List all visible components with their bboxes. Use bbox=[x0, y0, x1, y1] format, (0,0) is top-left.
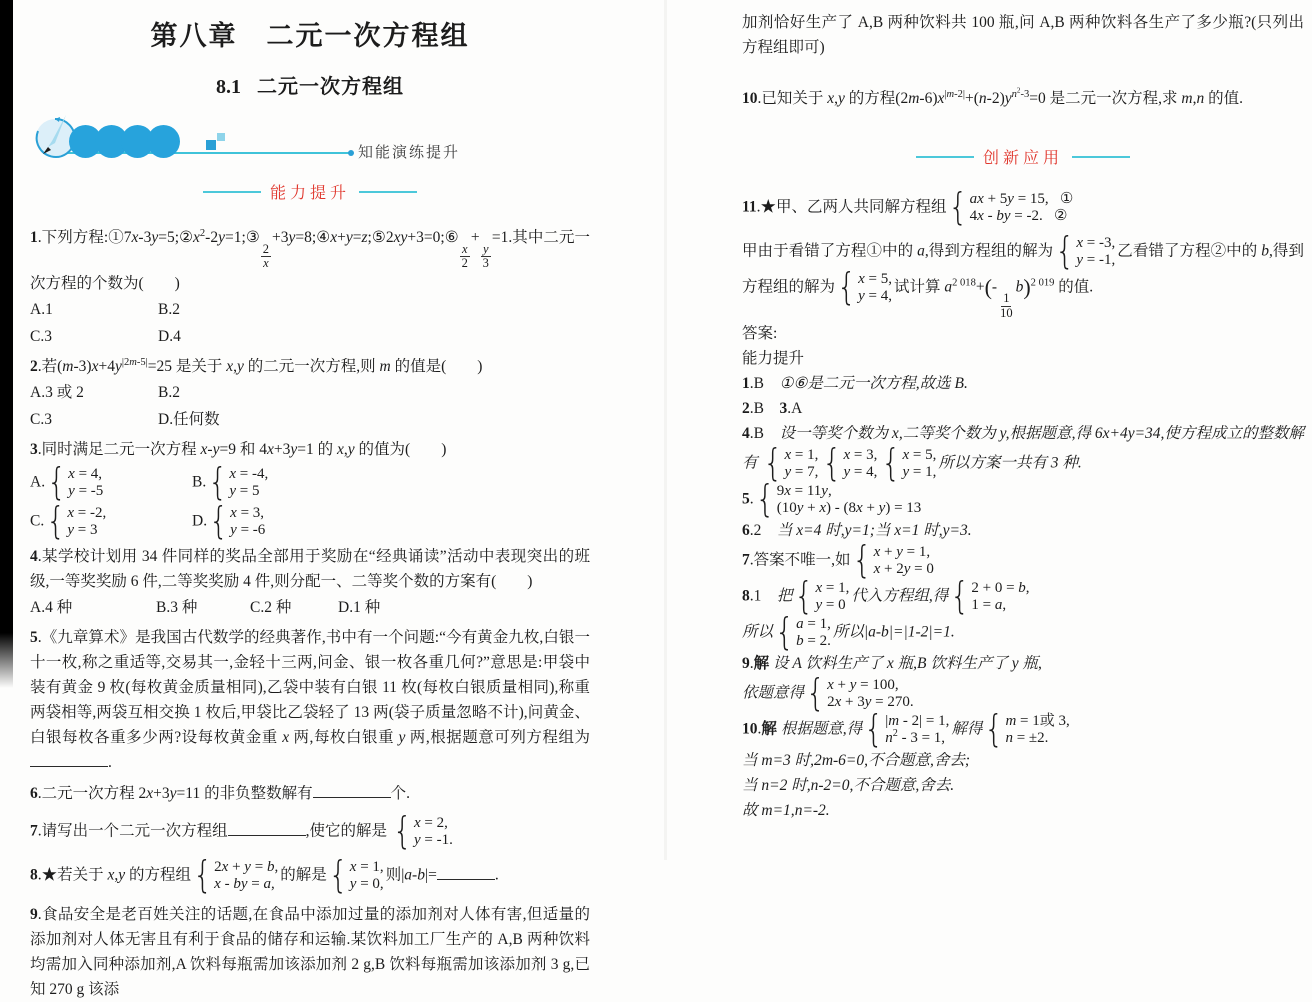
option-d: D.1 种 bbox=[338, 599, 381, 617]
option-b: B.2 bbox=[158, 301, 180, 319]
section-number: 8.1 bbox=[216, 76, 241, 98]
header-rule-right bbox=[359, 191, 417, 193]
question-9-continued: 加剂恰好生产了 A,B 两种饮料共 100 瓶,问 A,B 两种饮料各生产了多少瓶?(只列出方程组即可) bbox=[742, 14, 1304, 56]
answer-10-line-1: 10.解 根据题意,得 { |m - 2| = 1, $n^2 - 3 = 1$, 解得 { m = 1或 3, n = ±2. bbox=[742, 707, 1070, 751]
question-10: 10.已知关于 x,y 的方程$(2m-6)x^{|m-2|}+(n-2)y^{n^2-3}=0$ 是二元一次方程,求 m,n 的值. bbox=[742, 86, 1243, 107]
answers-subheader: 能力提升 bbox=[742, 349, 805, 367]
answer-8-line-1: 8.1 把 { x = 1, y = 0 代入方程组,得 { 2 + 0 = b, 1 = a, bbox=[742, 574, 1030, 618]
question-2-options-row-2 bbox=[30, 407, 590, 433]
option-a: A.3 或 2 bbox=[30, 384, 84, 402]
option-d: D.4 bbox=[158, 328, 181, 346]
answer-1: 1.B ①⑥是二元一次方程,故选 B. bbox=[742, 374, 968, 392]
ability-header-text: 能力提升 bbox=[269, 185, 350, 202]
option-b: B.2 bbox=[158, 384, 180, 402]
scan-edge-strip bbox=[0, 0, 13, 688]
answer-2-3: 2.B 3.A bbox=[742, 399, 803, 417]
banner-label: 知能演练提升 bbox=[358, 145, 461, 161]
option-c: C.3 bbox=[30, 411, 52, 429]
decorative-banner bbox=[30, 111, 590, 163]
question-6: 6.二元一次方程 2x+3y=11 的非负整数解有 个. bbox=[30, 785, 410, 803]
section-name: 二元一次方程组 bbox=[257, 76, 404, 98]
header-rule-right bbox=[1072, 156, 1130, 158]
question-9: 9.食品安全是老百姓关注的话题,在食品中添加过量的添加剂对人体有害,但适量的添加剂对人体无害且有利于食品的储存和运输.某饮料加工厂生产的 A,B 两种饮料均需加入同种添加剂,A 饮料每瓶需加该添加剂 2 g,B 饮料每瓶需加该添加剂 3 g,已知 270 g 该添 bbox=[30, 906, 590, 999]
answer-10-line-3: 当 n=2 时,n-2=0,不合题意,舍去. bbox=[742, 776, 955, 794]
answer-9-line-2: 依题意得 { x + y = 100, 2x + 3y = 270. bbox=[742, 671, 914, 715]
answer-7: 7.答案不唯一,如 { x + y = 1, x + 2y = 0 bbox=[742, 538, 934, 582]
question-11-line-1: 11.★甲、乙两人共同解方程组 { ax + 5y = 15, ① 4x - by = -2. ② bbox=[742, 185, 1074, 230]
answers-label: 答案: bbox=[742, 324, 778, 342]
question-3: 3.同时满足二元一次方程 x-y=9 和 4x+3y=1 的 x,y 的值为( ) bbox=[30, 441, 447, 459]
question-4-options-row bbox=[30, 595, 590, 621]
question-2: 2.若$(m-3)x+4y^{|2m-5|}=25$ 是关于 x,y 的二元一次方程,则 m 的值是( ) bbox=[30, 356, 483, 376]
answer-6: 6.2 当 x=4 时,y=1;当 x=1 时,y=3. bbox=[742, 521, 972, 539]
answer-9-line-1: 9.解 设 A 饮料生产了 x 瓶,B 饮料生产了 y 瓶, bbox=[742, 654, 1042, 672]
option-a: A. { x = 4, y = -5 bbox=[30, 460, 104, 505]
answer-10-line-4: 故 m=1,n=-2. bbox=[742, 801, 830, 819]
option-a: A.4 种 bbox=[30, 599, 73, 617]
header-rule-left bbox=[203, 191, 261, 193]
question-1: 1.下列方程$:①7x-3y=5;②x^2-2y=1;③$ $\frac{2}{x}$ +3y=8;④x+y=z;⑤2xy+3=0;⑥ $\frac{x}{2}$ + $\frac{y}{3}$ =1.其中二元一次方程的个数为( ) bbox=[30, 227, 590, 293]
question-4: 4.某学校计划用 34 件同样的奖品全部用于奖励在“经典诵读”活动中表现突出的班级,一等奖奖励 6 件,二等奖奖励 4 件,则分配一、二等奖个数的方案有( ) bbox=[30, 548, 590, 591]
right-column bbox=[742, 0, 1304, 823]
option-b: B. { x = -4, y = 5 bbox=[192, 460, 269, 505]
question-5: 5.《九章算术》是我国古代数学的经典著作,书中有一个问题:“今有黄金九枚,白银一十一枚,称之重适等,交易其一,金轻十三两,问金、银一枚各重几何?”意思是:甲袋中装有黄金 9 枚(每枚黄金质量相同),乙袋中装有白银 11 枚(每枚白银质量相同),称重两袋相等,两袋互相交换 1 枚后,甲袋比乙袋轻了 13 两(袋子质量忽略不计),问黄金、白银每枚各重多少两?设每枚黄金重 x 两,每枚白银重 y 两,根据题意可列方程组为. bbox=[30, 629, 590, 772]
option-d: D.任何数 bbox=[158, 411, 220, 429]
question-2-options-row-1 bbox=[30, 380, 590, 406]
question-3-options-row-2 bbox=[30, 499, 590, 544]
banner-dots bbox=[76, 125, 180, 158]
column-divider bbox=[664, 0, 667, 860]
answer-4: 4.B 设一等奖个数为 x,二等奖个数为 y,根据题意,得 6x+4y=34,使方程成立的整数解有 { x = 1, y = 7, { x = 3, y = 4, { x = 5, y = 1, 所以方案一共有 3 种. bbox=[742, 424, 1304, 485]
chapter-title: 第八章 二元一次方程组 bbox=[150, 21, 470, 51]
option-c: C. { x = -2, y = 3 bbox=[30, 499, 107, 544]
answer-10-line-2: 当 m=3 时,2m-6=0,不合题意,舍去; bbox=[742, 751, 971, 769]
question-7: 7.请写出一个二元一次方程组 ,使它的解是 { x = 2, y = -1. bbox=[30, 809, 453, 854]
ability-section-header bbox=[30, 180, 590, 203]
question-1-options-row-1 bbox=[30, 297, 590, 323]
innovation-header-text: 创新应用 bbox=[982, 150, 1063, 167]
option-d: D. { x = 3, y = -6 bbox=[192, 499, 266, 544]
banner-end-dot bbox=[348, 150, 354, 156]
option-a: A.1 bbox=[30, 301, 53, 319]
banner-square-icon bbox=[217, 133, 225, 141]
question-3-options-row-1 bbox=[30, 460, 590, 505]
option-b: B.3 种 bbox=[156, 599, 198, 617]
header-rule-left bbox=[916, 156, 974, 158]
banner-square-icon bbox=[206, 140, 216, 150]
option-c: C.3 bbox=[30, 328, 52, 346]
innovation-section-header bbox=[742, 145, 1304, 168]
question-11-line-2: 甲由于看错了方程①中的 a,得到方程组的解为 { x = -3, y = -1, 乙看错了方程②中的 b,得到方程组的解为 { x = 5, y = 4, 试计算 $a^{2 018}+(-$ $\frac{1}{10}$ b)$^{2 019}$ 的值. bbox=[742, 229, 1304, 320]
question-1-options-row-2 bbox=[30, 324, 590, 350]
left-column bbox=[30, 0, 590, 1002]
answer-8-line-2: 所以 { a = 1, b = 2. 所以|a-b|=|1-2|=1. bbox=[742, 610, 955, 654]
section-title bbox=[30, 70, 590, 99]
option-c: C.2 种 bbox=[250, 599, 292, 617]
answer-5: 5. { 9x = 11y, (10y + x) - (8x + y) = 13 bbox=[742, 477, 922, 521]
dot-circle bbox=[147, 125, 180, 158]
question-8: 8.★若关于 x,y 的方程组 { 2x + y = b, x - by = a, 的解是 { x = 1, y = 0, 则|a-b|= . bbox=[30, 853, 499, 898]
